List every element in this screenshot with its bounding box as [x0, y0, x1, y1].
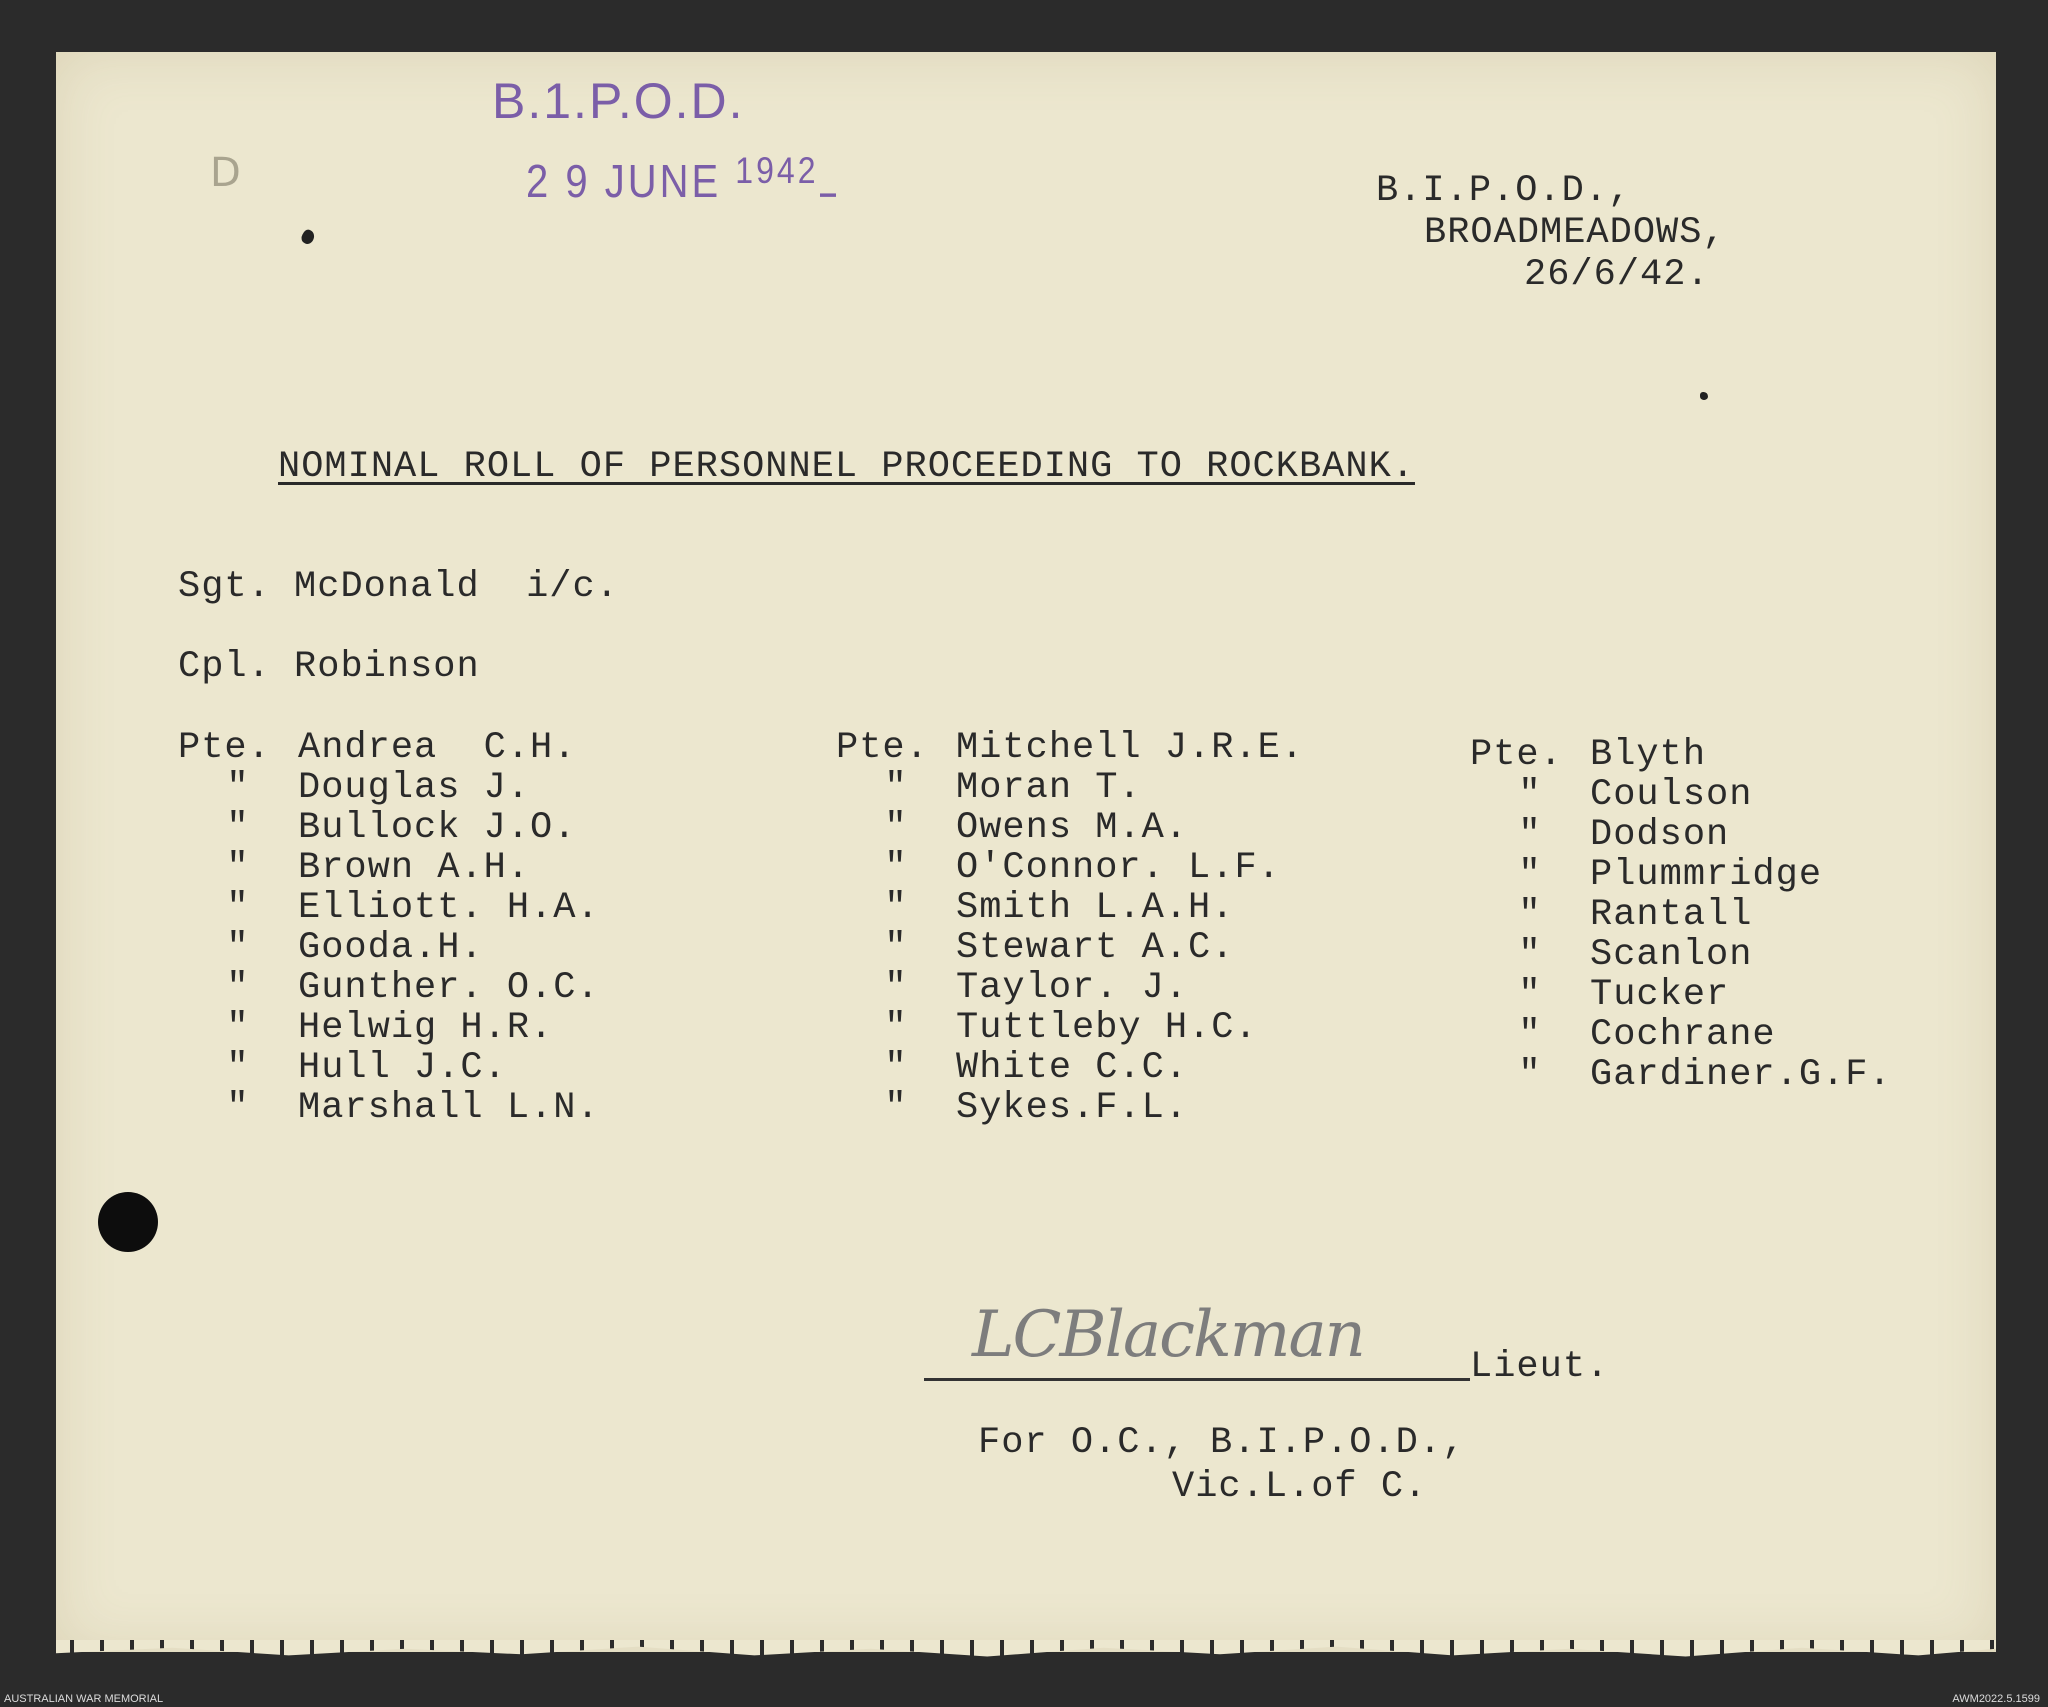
personnel-row: [178, 887, 600, 927]
punch-hole: [98, 1192, 158, 1252]
personnel-name: Moran T.: [956, 767, 1142, 809]
personnel-name: White C.C.: [956, 1047, 1189, 1089]
ditto-mark: ": [884, 1087, 908, 1129]
signatory-rank: Lieut.: [1470, 1346, 1610, 1388]
rank-label: Pte.: [1470, 734, 1563, 776]
ditto-mark: ": [884, 807, 908, 849]
ditto-mark: ": [1518, 1054, 1542, 1096]
personnel-name: Scanlon: [1590, 934, 1753, 976]
personnel-row: [1470, 974, 1892, 1014]
stamp-date-main: 2 9 JUNE: [526, 156, 736, 208]
personnel-row: [1470, 734, 1892, 774]
personnel-row: [836, 1087, 1304, 1127]
ditto-mark: ": [1518, 1014, 1542, 1056]
ditto-mark: ": [1518, 934, 1542, 976]
stamp-date: [526, 149, 836, 209]
personnel-row: [836, 927, 1304, 967]
personnel-name: Andrea C.H.: [298, 727, 577, 769]
personnel-row: [1470, 934, 1892, 974]
rank-label: Pte.: [178, 727, 271, 769]
pin-hole: [1700, 392, 1708, 400]
personnel-name: Sykes.F.L.: [956, 1087, 1189, 1129]
personnel-name: Coulson: [1590, 774, 1753, 816]
personnel-row: [836, 887, 1304, 927]
personnel-row: [178, 807, 600, 847]
personnel-name: Tuttleby H.C.: [956, 1007, 1258, 1049]
signature: LCBlackman: [972, 1298, 1364, 1372]
personnel-column-2: [836, 727, 1304, 1127]
ditto-mark: ": [884, 1047, 908, 1089]
ditto-mark: ": [884, 767, 908, 809]
ditto-mark: ": [226, 927, 250, 969]
personnel-row: [836, 967, 1304, 1007]
signatory-for-line-1: For O.C., B.I.P.O.D.,: [978, 1422, 1466, 1464]
personnel-row: [1470, 1014, 1892, 1054]
ditto-mark: ": [226, 847, 250, 889]
personnel-name: Rantall: [1590, 894, 1753, 936]
personnel-name: Douglas J.: [298, 767, 531, 809]
personnel-row: [178, 727, 600, 767]
personnel-row: [1470, 894, 1892, 934]
personnel-row: [1470, 774, 1892, 814]
personnel-row: [836, 727, 1304, 767]
personnel-name: Smith L.A.H.: [956, 887, 1235, 929]
ditto-mark: ": [226, 767, 250, 809]
personnel-name: Gardiner.G.F.: [1590, 1054, 1892, 1096]
ditto-mark: ": [1518, 894, 1542, 936]
personnel-row: [178, 767, 600, 807]
ditto-mark: ": [884, 927, 908, 969]
signature-line: [924, 1378, 1470, 1381]
personnel-row: [1470, 814, 1892, 854]
address-line-1: B.I.P.O.D.,: [1376, 170, 1632, 212]
personnel-name: Plummridge: [1590, 854, 1823, 896]
ditto-mark: ": [226, 807, 250, 849]
ditto-mark: ": [884, 1007, 908, 1049]
personnel-name: Robinson: [294, 646, 480, 688]
personnel-name: Tucker: [1590, 974, 1730, 1016]
leader-row: [178, 566, 619, 608]
personnel-name: Mitchell J.R.E.: [956, 727, 1305, 769]
personnel-row: [178, 967, 600, 1007]
personnel-name: Owens M.A.: [956, 807, 1189, 849]
address-date: 26/6/42.: [1524, 254, 1710, 296]
ditto-mark: ": [1518, 774, 1542, 816]
personnel-name: Gooda.H.: [298, 927, 484, 969]
ditto-mark: ": [226, 967, 250, 1009]
stamp-title: B.1.P.O.D.: [492, 73, 745, 129]
footer-credit: AUSTRALIAN WAR MEMORIAL: [4, 1693, 164, 1705]
footer-id: AWM2022.5.1599: [1952, 1693, 2040, 1705]
personnel-row: [836, 807, 1304, 847]
ditto-mark: ": [226, 887, 250, 929]
personnel-row: [178, 1087, 600, 1127]
ditto-mark: ": [226, 1087, 250, 1129]
ditto-mark: ": [1518, 974, 1542, 1016]
address-line-2: BROADMEADOWS,: [1424, 212, 1726, 254]
personnel-row: [836, 847, 1304, 887]
personnel-name: Elliott. H.A.: [298, 887, 600, 929]
personnel-row: [836, 1047, 1304, 1087]
personnel-name: O'Connor. L.F.: [956, 847, 1281, 889]
personnel-name: Brown A.H.: [298, 847, 531, 889]
personnel-column-3: [1470, 734, 1892, 1094]
rank-label: Pte.: [836, 727, 929, 769]
personnel-row: [178, 847, 600, 887]
ditto-mark: ": [1518, 814, 1542, 856]
stamp-date-year: 1942: [735, 149, 819, 192]
leader-row: [178, 646, 480, 688]
personnel-column-1: [178, 727, 600, 1127]
personnel-row: [178, 927, 600, 967]
rank-label: Sgt.: [178, 566, 271, 608]
ditto-mark: ": [226, 1007, 250, 1049]
ditto-mark: ": [226, 1047, 250, 1089]
personnel-name: Dodson: [1590, 814, 1730, 856]
ditto-mark: ": [884, 967, 908, 1009]
personnel-name: Hull J.C.: [298, 1047, 507, 1089]
personnel-name: Helwig H.R.: [298, 1007, 554, 1049]
personnel-row: [178, 1047, 600, 1087]
personnel-row: [178, 1007, 600, 1047]
signatory-for-line-2: Vic.L.of C.: [1172, 1466, 1428, 1508]
personnel-name: Blyth: [1590, 734, 1707, 776]
personnel-row: [1470, 1054, 1892, 1094]
personnel-name: Marshall L.N.: [298, 1087, 600, 1129]
personnel-name: Cochrane: [1590, 1014, 1776, 1056]
ditto-mark: ": [1518, 854, 1542, 896]
personnel-name: McDonald i/c.: [294, 566, 619, 608]
personnel-name: Taylor. J.: [956, 967, 1189, 1009]
ditto-mark: ": [884, 887, 908, 929]
personnel-name: Stewart A.C.: [956, 927, 1235, 969]
personnel-name: Gunther. O.C.: [298, 967, 600, 1009]
ditto-mark: ": [884, 847, 908, 889]
personnel-row: [836, 767, 1304, 807]
document-title: NOMINAL ROLL OF PERSONNEL PROCEEDING TO ROCKBANK.: [278, 446, 1415, 488]
pencil-mark: D: [210, 150, 241, 196]
personnel-row: [836, 1007, 1304, 1047]
personnel-name: Bullock J.O.: [298, 807, 577, 849]
personnel-row: [1470, 854, 1892, 894]
rank-label: Cpl.: [178, 646, 271, 688]
